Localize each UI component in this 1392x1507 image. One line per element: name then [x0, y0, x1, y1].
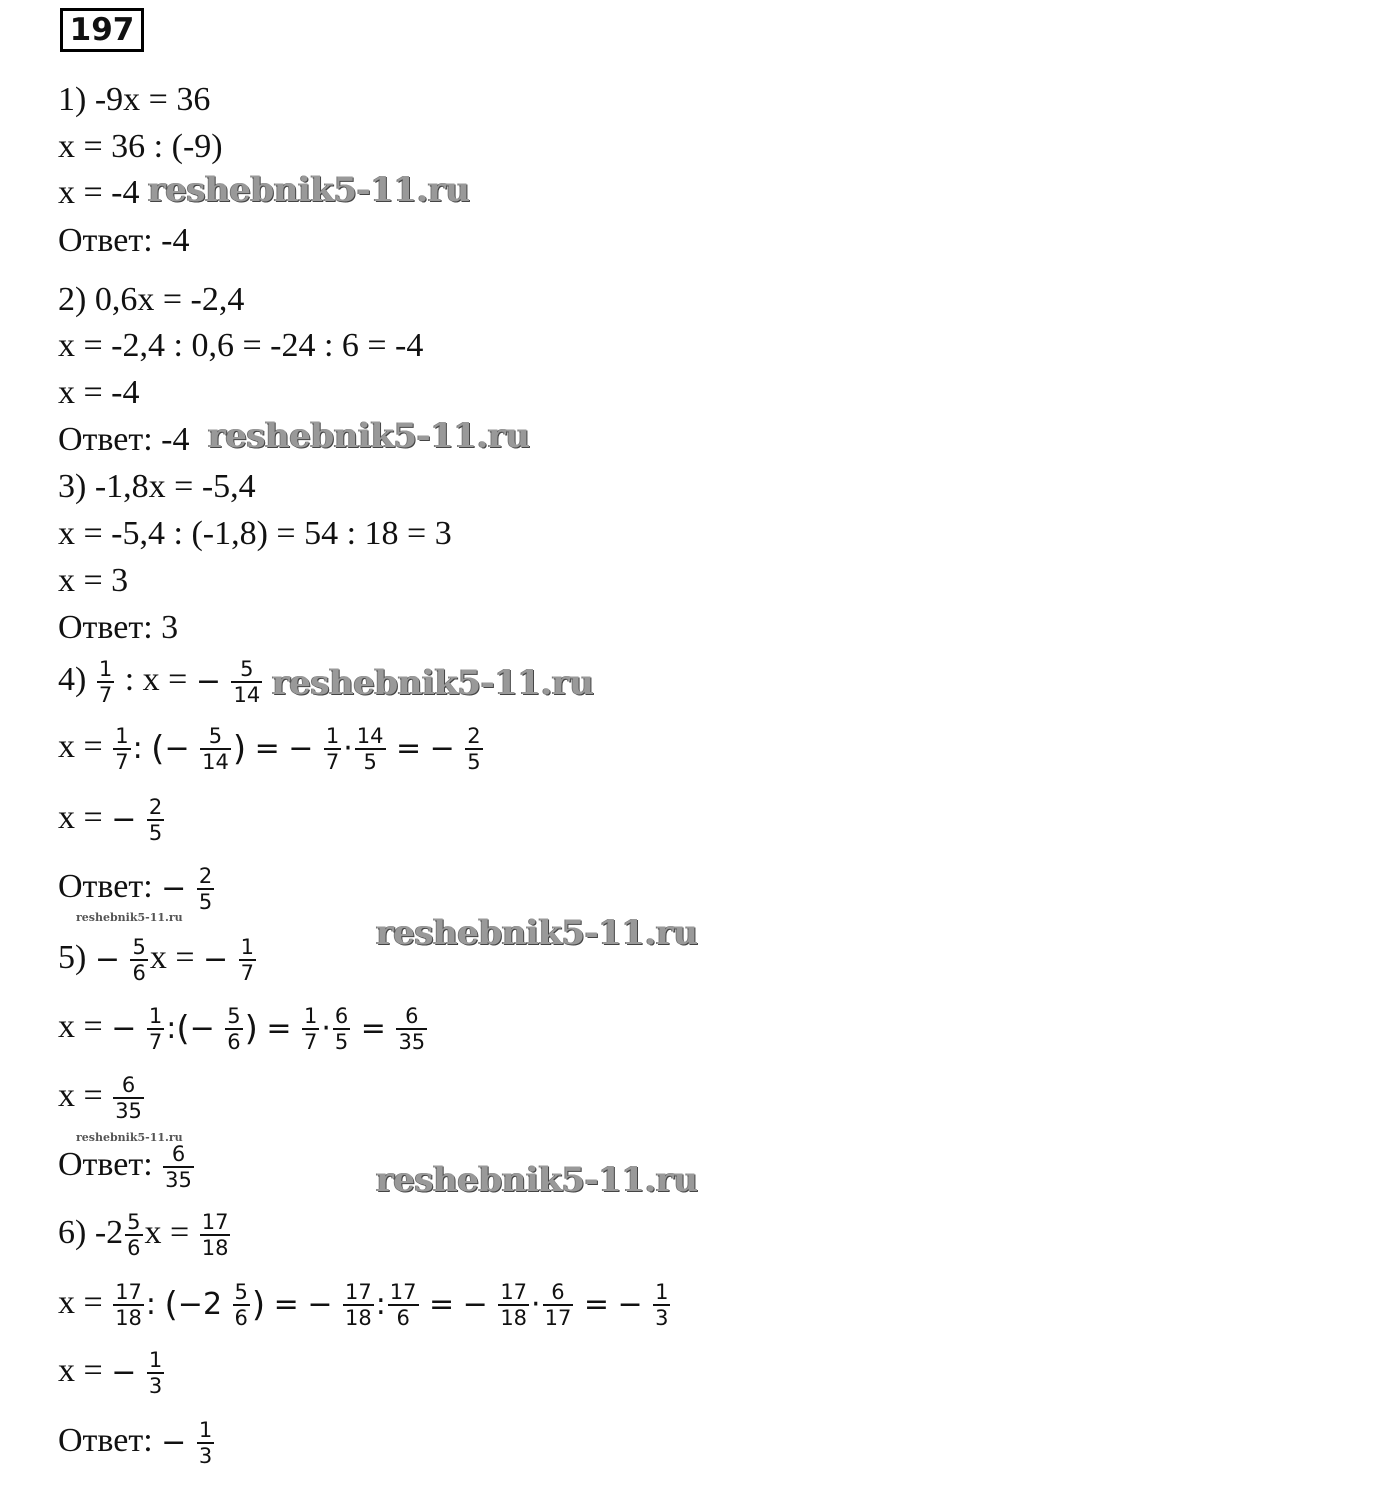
p3-answer: [58, 608, 178, 648]
answer-value: -4: [161, 222, 190, 259]
p5-line1: 5) − $\frac{5}{6}$ x = − $\frac{1}{7}$: [58, 935, 255, 985]
p1-line1: 1) -9x = 36: [58, 81, 211, 118]
p3-line3: x = 3: [58, 562, 129, 599]
answer-label: Ответ:: [58, 222, 153, 259]
watermark: reshebnik5-11.ru: [272, 663, 594, 703]
p5-line2: x = − $\frac{1}{7}$ :(− $\frac{5}{6}$ ) = $\frac{1}{7}$ · $\frac{6}{5}$ = $\frac{6}{35}$: [58, 1004, 426, 1054]
p2-line2: x = -2,4 : 0,6 = -24 : 6 = -4: [58, 327, 424, 364]
watermark: reshebnik5-11.ru: [376, 1160, 698, 1200]
p3-line2: x = -5,4 : (-1,8) = 54 : 18 = 3: [58, 515, 452, 552]
p5-answer: Ответ: $\frac{6}{35}$: [58, 1142, 192, 1192]
p6-line2: x = $\frac{17}{18}$ : (−2 $\frac{5}{6}$ ) = − $\frac{17}{18}$ : $\frac{17}{6}$ = − $\frac{17}{18}$ · $\frac{6}{17}$ = − $\frac{1}{3}$: [58, 1280, 669, 1330]
task-number: 197: [60, 8, 144, 52]
answer-value: 3: [161, 609, 179, 646]
watermark-small: reshebnik5-11.ru: [76, 911, 183, 924]
watermark-small: reshebnik5-11.ru: [76, 1131, 183, 1144]
watermark: reshebnik5-11.ru: [208, 416, 530, 456]
watermark: reshebnik5-11.ru: [376, 913, 698, 953]
p1-line3: x = -4: [58, 174, 140, 211]
fraction: $\frac{1}{7}$: [98, 657, 113, 707]
p6-answer: Ответ: − $\frac{1}{3}$: [58, 1418, 213, 1468]
watermark: reshebnik5-11.ru: [148, 170, 470, 210]
answer-label: Ответ:: [58, 867, 153, 905]
answer-label: Ответ:: [58, 421, 153, 458]
answer-label: Ответ:: [58, 1421, 153, 1459]
p6-line3: x = − $\frac{1}{3}$: [58, 1348, 163, 1398]
p6-line1: 6) -2 $\frac{5}{6}$ x = $\frac{17}{18}$: [58, 1210, 229, 1260]
answer-label: Ответ:: [58, 609, 153, 646]
fraction: $\frac{5}{14}$: [233, 657, 261, 707]
p3-line1: 3) -1,8x = -5,4: [58, 468, 256, 505]
answer-label: Ответ:: [58, 1145, 153, 1183]
p2-line3: x = -4: [58, 374, 140, 411]
p2-answer: [58, 420, 190, 460]
p1-line2: x = 36 : (-9): [58, 128, 223, 165]
p5-line3: x = $\frac{6}{35}$: [58, 1073, 142, 1123]
p4-answer: Ответ: − $\frac{2}{5}$: [58, 864, 213, 914]
p1-answer: [58, 221, 190, 261]
answer-value: -4: [161, 421, 190, 458]
p4-line1: 4) $\frac{1}{7}$ : x = − $\frac{5}{14}$: [58, 657, 261, 707]
p4-line3: x = − $\frac{2}{5}$: [58, 795, 163, 845]
p2-line1: 2) 0,6x = -2,4: [58, 281, 245, 318]
p4-line2: x = $\frac{1}{7}$ : (− $\frac{5}{14}$ ) = − $\frac{1}{7}$ · $\frac{14}{5}$ = − $\frac{2}{5}$: [58, 724, 481, 774]
